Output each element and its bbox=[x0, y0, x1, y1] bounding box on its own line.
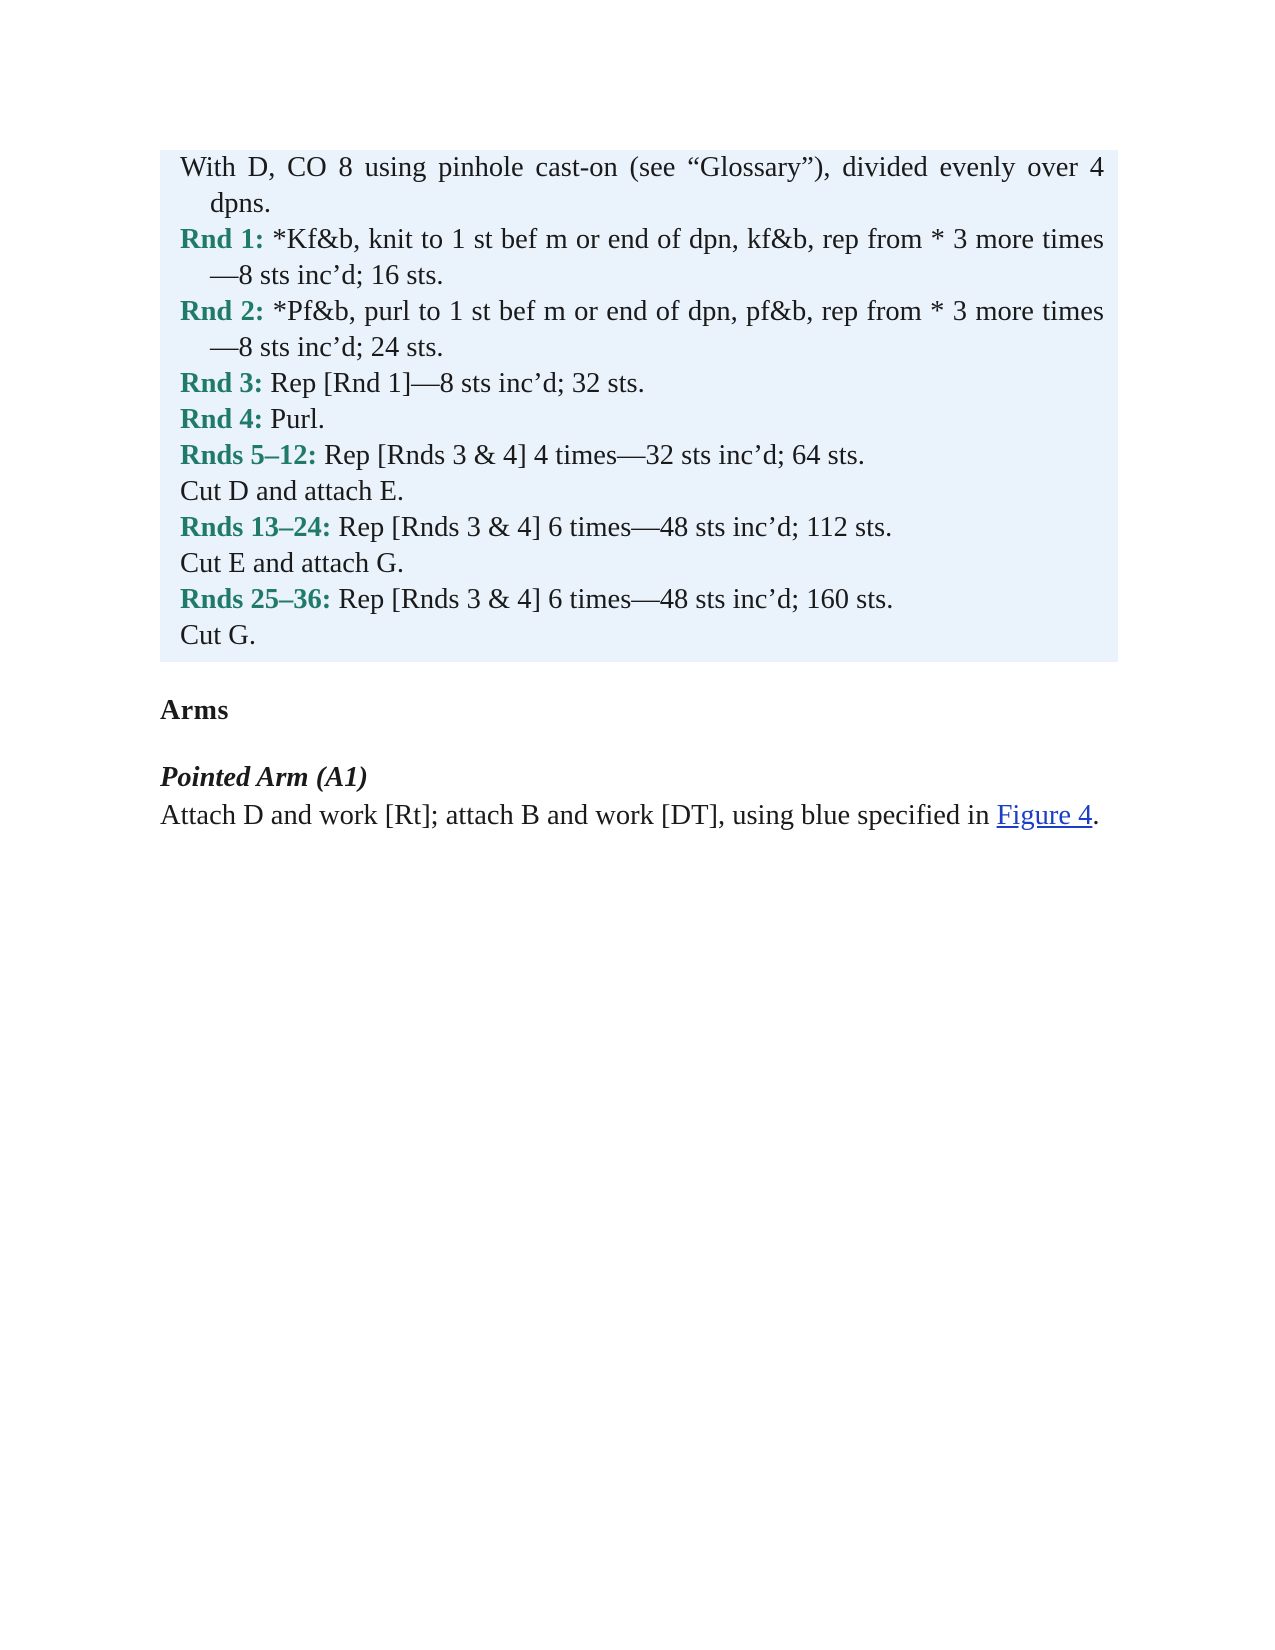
pattern-line-label: Rnds 25–36: bbox=[180, 584, 332, 615]
pattern-instructions-box bbox=[160, 150, 1118, 662]
pattern-line-label: Rnd 4: bbox=[180, 404, 264, 435]
pattern-line-rnds-25-36 bbox=[180, 582, 1104, 618]
pattern-line-cut-g bbox=[180, 618, 1104, 654]
pattern-line-text: Cut D and attach E. bbox=[180, 476, 404, 507]
pattern-line-rnd-1 bbox=[180, 222, 1104, 294]
pattern-line-text: Rep [Rnd 1]—8 sts inc’d; 32 sts. bbox=[263, 368, 645, 399]
arms-paragraph-end: . bbox=[1092, 800, 1100, 831]
pattern-line-text: Cut G. bbox=[180, 620, 257, 651]
pattern-line-rnds-13-24 bbox=[180, 510, 1104, 546]
figure-4-link[interactable]: Figure 4 bbox=[996, 800, 1093, 831]
subheading-pointed-arm: Pointed Arm (A1) bbox=[160, 762, 368, 793]
pattern-line-text: Rep [Rnds 3 & 4] 4 times—32 sts inc’d; 64 sts. bbox=[317, 440, 865, 471]
pattern-line-rnd-4 bbox=[180, 402, 1104, 438]
pattern-line-cut-e bbox=[180, 546, 1104, 582]
pattern-line-cut-d bbox=[180, 474, 1104, 510]
pattern-line-cast-on bbox=[180, 150, 1104, 222]
pattern-line-label: Rnds 13–24: bbox=[180, 512, 332, 543]
section-heading-arms: Arms bbox=[160, 695, 229, 726]
pattern-line-text: Rep [Rnds 3 & 4] 6 times—48 sts inc’d; 160 sts. bbox=[331, 584, 894, 615]
pattern-line-rnd-2 bbox=[180, 294, 1104, 366]
pattern-line-text: Purl. bbox=[263, 404, 325, 435]
arms-paragraph-text: Attach D and work [Rt]; attach B and work [DT], using blue specified in bbox=[160, 800, 997, 831]
pattern-line-text: *Kf&b, knit to 1 st bef m or end of dpn, kf&b, rep from * 3 more times—8 sts inc’d; 16 sts. bbox=[210, 224, 1104, 291]
pattern-line-label: Rnd 2: bbox=[180, 296, 265, 327]
arms-instructions-paragraph bbox=[160, 798, 1117, 834]
pattern-line-label: Rnd 3: bbox=[180, 368, 264, 399]
pattern-line-text: Rep [Rnds 3 & 4] 6 times—48 sts inc’d; 112 sts. bbox=[331, 512, 893, 543]
pattern-line-text: *Pf&b, purl to 1 st bef m or end of dpn, pf&b, rep from * 3 more times—8 sts inc’d; 24 sts. bbox=[210, 296, 1104, 363]
pattern-line-rnd-3 bbox=[180, 366, 1104, 402]
pattern-line-label: Rnd 1: bbox=[180, 224, 265, 255]
pattern-line-rnds-5-12 bbox=[180, 438, 1104, 474]
pattern-line-text: Cut E and attach G. bbox=[180, 548, 404, 579]
pattern-line-label: Rnds 5–12: bbox=[180, 440, 317, 471]
pattern-line-text: With D, CO 8 using pinhole cast-on (see “Glossary”), divided evenly over 4 dpns. bbox=[180, 152, 1104, 219]
